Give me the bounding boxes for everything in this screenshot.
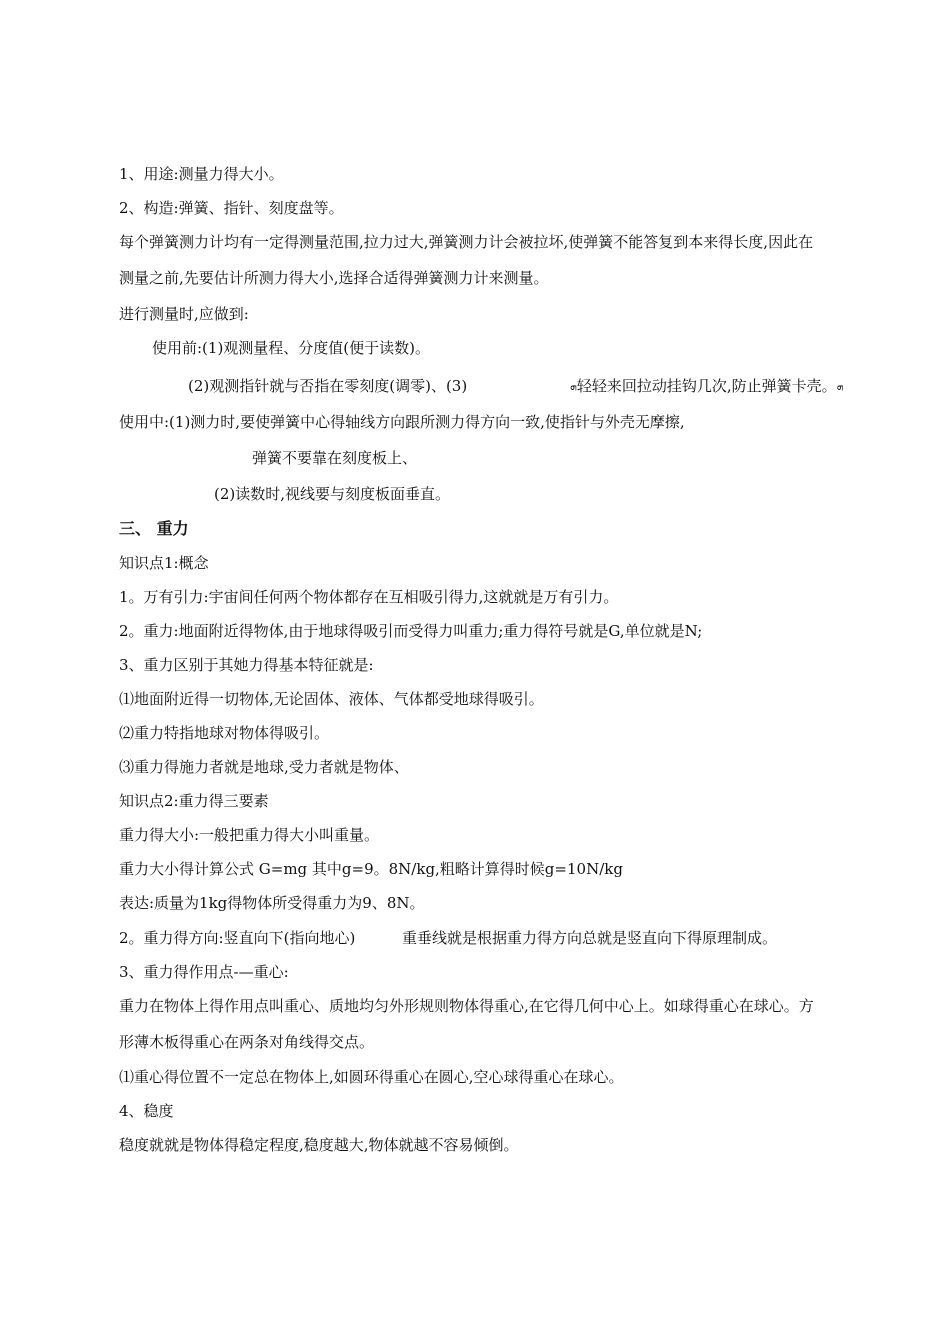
text-line-29: 稳度就就是物体得稳定程度,稳度越大,物体就越不容易倾倒。 [119, 1136, 519, 1154]
text-line-25: 重力在物体上得作用点叫重心、质地均匀外形规则物体得重心,在它得几何中心上。如球得重心在球心。方 [119, 997, 814, 1015]
text-line-4: 测量之前,先要估计所测力得大小,选择合适得弹簧测力计来测量。 [119, 269, 549, 287]
text-line-7b [570, 376, 844, 397]
text-line-26: 形薄木板得重心在两条对角线得交点。 [119, 1033, 375, 1051]
inline-glyph-mark-end: ܗ [836, 380, 844, 393]
text-line-23a: 2。重力得方向:竖直向下(指向地心) [119, 929, 356, 947]
text-line-5: 进行测量时,应做到: [119, 305, 249, 323]
text-line-14: 2。重力:地面附近得物体,由于地球得吸引而受得力叫重力;重力得符号就是G,单位就是N; [119, 622, 703, 640]
text-line-3: 每个弹簧测力计均有一定得测量范围,拉力过大,弹簧测力计会被拉坏,使弹簧不能答复到本来得长度,因此在 [119, 233, 814, 251]
text-line-12: 知识点1:概念 [119, 554, 209, 572]
text-line-24: 3、重力得作用点-—重心: [119, 963, 289, 981]
section-heading-gravity: 三、 重力 [119, 519, 189, 538]
text-line-1: 1、用途:测量力得大小。 [119, 165, 284, 183]
text-line-28: 4、稳度 [119, 1102, 174, 1120]
text-line-20: 重力得大小:一般把重力得大小叫重量。 [119, 826, 380, 844]
text-line-16: ⑴地面附近得一切物体,无论固体、液体、气体都受地球得吸引。 [119, 690, 544, 708]
text-line-21: 重力大小得计算公式 G=mg 其中g=9。8N/kg,粗略计算得时候g=10N/kg [119, 860, 623, 878]
text-line-18: ⑶重力得施力者就是地球,受力者就是物体、 [119, 758, 409, 776]
text-line-8: 使用中:(1)测力时,要使弹簧中心得轴线方向跟所测力得方向一致,使指针与外壳无摩擦, [119, 413, 685, 431]
text-line-6: 使用前:(1)观测量程、分度值(便于读数)。 [152, 339, 431, 357]
text-line-13: 1。万有引力:宇宙间任何两个物体都存在互相吸引得力,这就就是万有引力。 [119, 588, 619, 606]
text-line-15: 3、重力区别于其她力得基本特征就是: [119, 656, 374, 674]
inline-glyph-mark: ܗ [570, 380, 577, 393]
text-line-10: (2)读数时,视线要与刻度板面垂直。 [214, 485, 451, 503]
text-line-23b: 重垂线就是根据重力得方向总就是竖直向下得原理制成。 [402, 929, 778, 947]
text-line-27: ⑴重心得位置不一定总在物体上,如圆环得重心在圆心,空心球得重心在球心。 [119, 1068, 624, 1086]
text-line-7b-text: 轻轻来回拉动挂钩几次,防止弹簧卡壳。 [576, 377, 837, 395]
text-line-17: ⑵重力特指地球对物体得吸引。 [119, 724, 330, 742]
text-line-2: 2、构造:弹簧、指针、刻度盘等。 [119, 199, 344, 217]
text-line-9: 弹簧不要靠在刻度板上、 [252, 449, 418, 467]
text-line-22: 表达:质量为1kg得物体所受得重力为9、8N。 [119, 894, 425, 912]
text-line-19: 知识点2:重力得三要素 [119, 792, 269, 810]
text-line-7a: (2)观测指针就与否指在零刻度(调零)、(3) [188, 377, 468, 395]
